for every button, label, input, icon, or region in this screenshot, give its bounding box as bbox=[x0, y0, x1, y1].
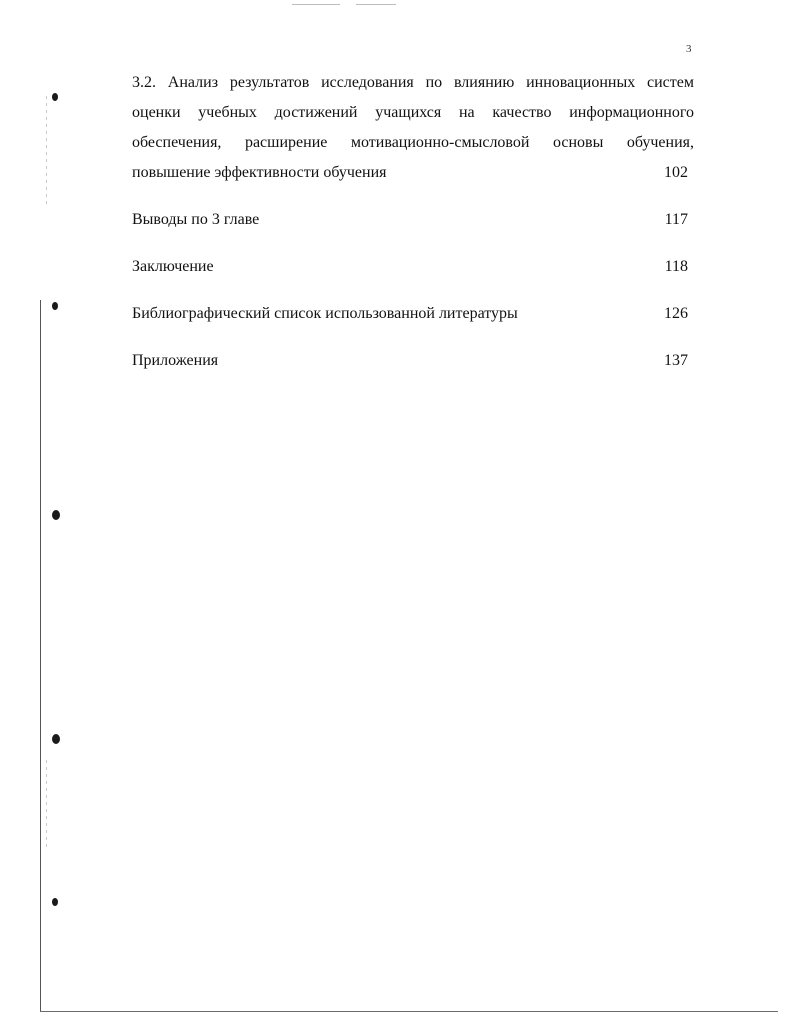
binder-hole-mark bbox=[52, 302, 58, 310]
binder-hole-mark bbox=[52, 734, 60, 744]
page-number: 3 bbox=[686, 43, 692, 55]
scan-artifact-line bbox=[356, 4, 396, 5]
toc-entry-text-line: обеспечения, расширение мотивационно-смысловой основы обучения, bbox=[132, 134, 694, 151]
toc-entry-page: 126 bbox=[664, 305, 688, 322]
toc-entry-conclusion bbox=[132, 252, 688, 282]
binder-hole-mark bbox=[52, 510, 60, 520]
scan-artifact-margin bbox=[46, 96, 47, 206]
scan-artifact-margin bbox=[46, 760, 47, 850]
toc-entry-title: Библиографический список использованной литературы bbox=[132, 305, 518, 322]
toc-entry-page: 117 bbox=[664, 211, 688, 228]
scan-artifact-line bbox=[292, 4, 340, 5]
toc-entry-title: Выводы по 3 главе bbox=[132, 211, 260, 228]
scan-left-edge bbox=[40, 300, 41, 1012]
table-of-contents bbox=[132, 68, 694, 376]
toc-entry-title: повышение эффективности обучения bbox=[132, 164, 387, 181]
toc-entry-page: 102 bbox=[664, 164, 688, 181]
toc-entry-conclusions-ch3 bbox=[132, 205, 688, 235]
binder-hole-mark bbox=[52, 93, 58, 101]
scan-bottom-edge bbox=[40, 1011, 778, 1012]
toc-entry-page: 137 bbox=[664, 352, 688, 369]
toc-entry-title: Заключение bbox=[132, 258, 214, 275]
toc-entry-page: 118 bbox=[664, 258, 688, 275]
toc-entry-appendices bbox=[132, 346, 688, 376]
toc-entry-text-line: оценки учебных достижений учащихся на качество информационного bbox=[132, 104, 694, 121]
toc-entry-bibliography bbox=[132, 299, 688, 329]
binder-hole-mark bbox=[52, 898, 58, 906]
toc-entry-last-line bbox=[132, 158, 694, 188]
toc-entry-text-line: 3.2. Анализ результатов исследования по влиянию инновационных систем bbox=[132, 74, 694, 91]
toc-entry-section-3-2 bbox=[132, 68, 694, 188]
toc-entry-title: Приложения bbox=[132, 352, 219, 369]
